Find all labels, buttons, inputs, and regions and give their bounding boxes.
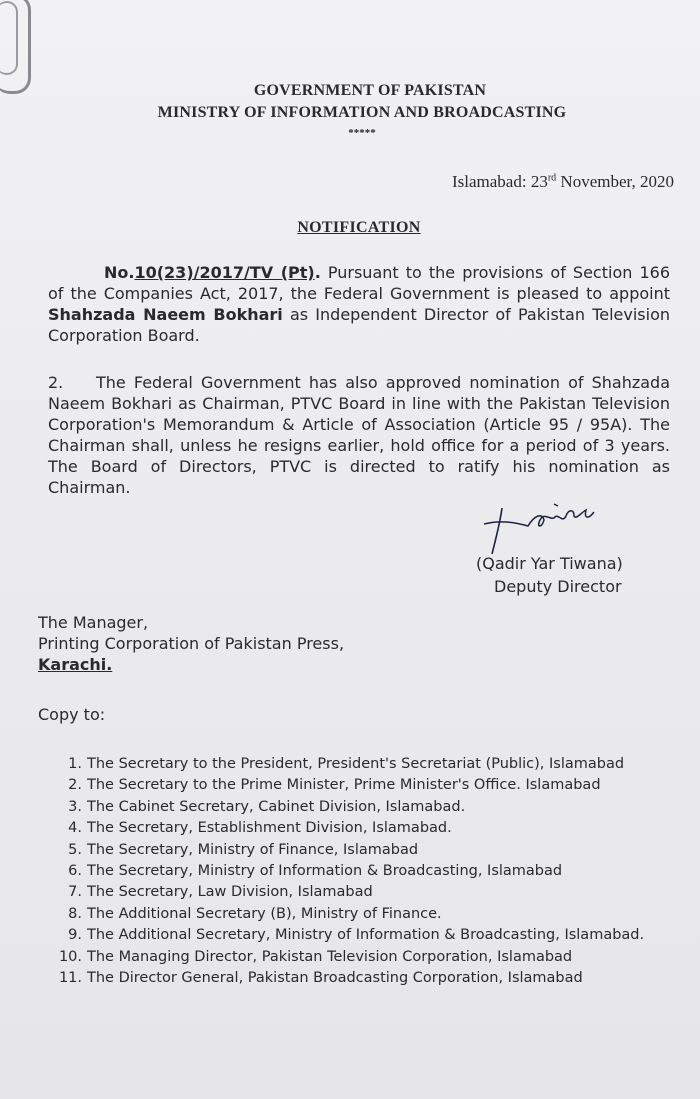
list-item-number: 5.: [68, 841, 82, 858]
list-item-text: The Secretary, Law Division, Islamabad: [87, 884, 373, 901]
list-item-text: The Secretary to the Prime Minister, Prime Minister's Office. Islamabad: [87, 777, 601, 794]
copy-to-list: [46, 754, 686, 989]
list-item-number: 4.: [68, 820, 82, 837]
date-line: [452, 172, 674, 192]
list-item: [46, 818, 686, 839]
date-suffix: rd: [547, 172, 557, 184]
list-item-number: 6.: [68, 863, 82, 880]
list-item-text: The Secretary, Ministry of Information & Broadcasting, Islamabad: [87, 863, 563, 880]
appointee-name: Shahzada Naeem Bokhari: [48, 305, 283, 324]
date-prefix: Islamabad: 23: [451, 172, 548, 191]
header-ministry: MINISTRY OF INFORMATION AND BROADCASTING: [157, 104, 567, 121]
addressee-city: Karachi.: [38, 655, 113, 674]
addressee-line-2: Printing Corporation of Pakistan Press,: [38, 634, 345, 653]
list-item: [46, 904, 686, 925]
list-item-number: 8.: [68, 905, 82, 922]
list-item: [46, 882, 686, 903]
list-item-text: The Director General, Pakistan Broadcasting Corporation, Islamabad: [87, 970, 583, 987]
list-item: [46, 754, 686, 775]
list-item-number: 7.: [68, 884, 82, 901]
list-item-text: The Secretary to the President, President's Secretariat (Public), Islamabad: [87, 756, 625, 772]
list-item-number: 2.: [68, 777, 82, 794]
list-item-number: 1.: [68, 756, 82, 772]
list-item: [46, 840, 686, 861]
list-item-number: 10.: [58, 948, 82, 965]
reference-number: 10(23)/2017/TV (Pt): [134, 263, 315, 282]
reference-end: .: [314, 263, 321, 282]
list-item-number: 11.: [58, 970, 82, 987]
date-rest: November, 2020: [556, 172, 674, 191]
signatory-name: (Qadir Yar Tiwana): [476, 554, 623, 573]
addressee-line-1: The Manager,: [38, 613, 149, 632]
list-item-number: 3.: [68, 798, 82, 815]
list-item-text: The Additional Secretary, Ministry of Information & Broadcasting, Islamabad.: [87, 927, 645, 944]
list-item: [46, 925, 686, 946]
list-item-text: The Additional Secretary (B), Ministry of Finance.: [87, 905, 442, 922]
copy-to-label: Copy to:: [38, 705, 106, 724]
list-item: [46, 797, 686, 818]
paragraph-1-text-a: Pursuant to the provisions of Section 166 of the Companies Act, 2017, the Federal Government is pleased to appoint: [48, 263, 670, 303]
list-item: [46, 775, 686, 796]
list-item-text: The Secretary, Establishment Division, Islamabad.: [87, 820, 452, 837]
notification-title: NOTIFICATION: [297, 219, 421, 236]
list-item: [46, 947, 686, 968]
list-item: [46, 861, 686, 882]
header-government: GOVERNMENT OF PAKISTAN: [253, 82, 487, 99]
paper-clip-icon: [0, 0, 31, 94]
list-item-text: The Secretary, Ministry of Finance, Islamabad: [87, 841, 419, 858]
addressee-block: [38, 612, 344, 675]
list-item: [46, 968, 686, 989]
paragraph-1: [48, 262, 670, 346]
signatory-designation: Deputy Director: [494, 577, 622, 596]
signature-scribble: [470, 498, 630, 558]
list-item-text: The Cabinet Secretary, Cabinet Division, Islamabad.: [87, 798, 466, 815]
list-item-text: The Managing Director, Pakistan Television Corporation, Islamabad: [87, 948, 573, 965]
list-item-number: 9.: [68, 927, 82, 944]
paragraph-2-text: The Federal Government has also approved nomination of Shahzada Naeem Bokhari as Chairman, PTVC Board in line with the Pakistan Television Corporation's Memorandum & Article of Association (Article 95 / 95A). The Chairman shall, unless he resigns earlier, hold office for a period of 3 years. The Board of Directors, PTVC is directed to ratify his nomination as Chairman.: [48, 373, 670, 497]
paragraph-2: [48, 372, 670, 498]
header-separator: *****: [348, 127, 376, 139]
reference-prefix: No.: [104, 263, 135, 282]
paragraph-1-text-b: as Independent Director of Pakistan Television Corporation Board.: [48, 305, 671, 345]
paragraph-2-number: 2.: [48, 373, 64, 392]
